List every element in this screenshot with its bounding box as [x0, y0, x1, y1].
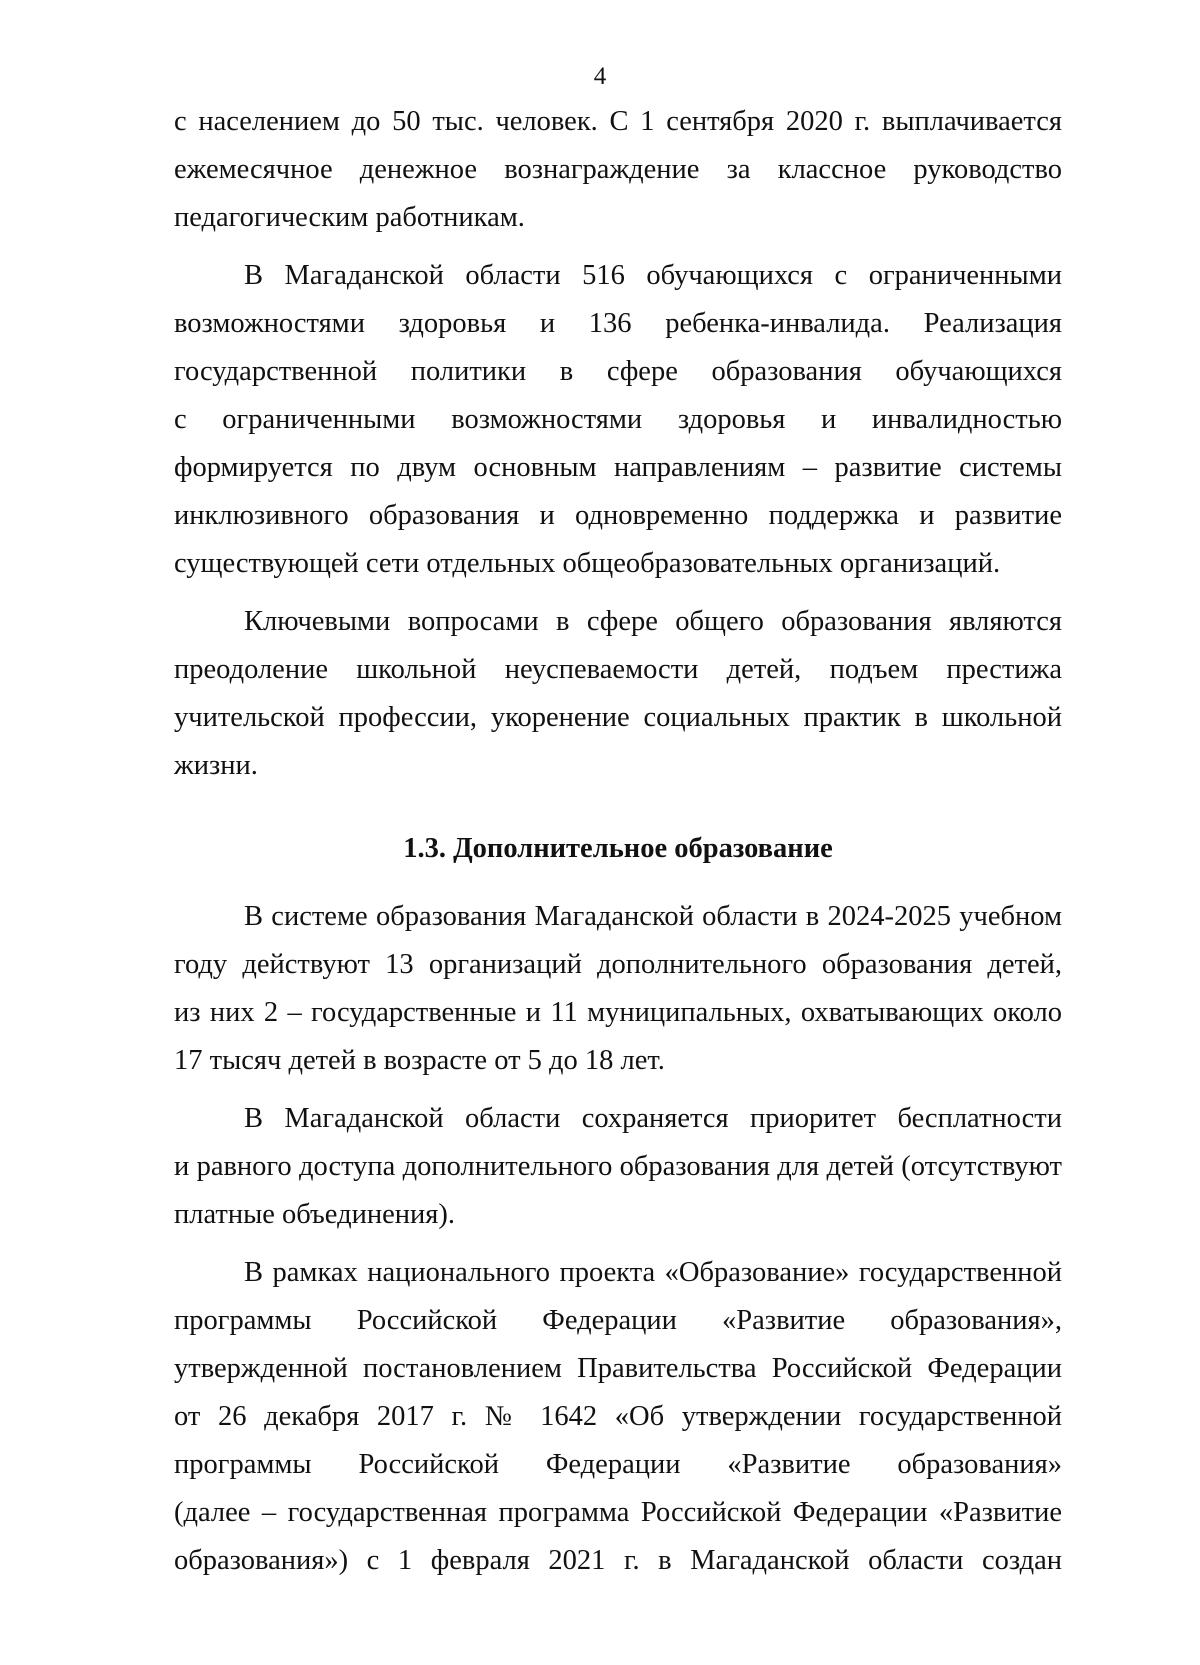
text-line: из них 2 – государственные и 11 муниципальных, охватывающих около [174, 997, 1062, 1028]
text-line: программы Российской Федерации «Развитие образования» [174, 1449, 1062, 1480]
text-line: от 26 декабря 2017 г. № 1642 «Об утверждении государственной [174, 1401, 1062, 1432]
text-line: платные объединения). [174, 1199, 455, 1230]
page-number: 4 [593, 63, 607, 90]
text-line: В Магаданской области сохраняется приоритет бесплатности [244, 1103, 1062, 1134]
paragraph-organizations [174, 893, 1062, 1085]
text-line: году действуют 13 организаций дополнительного образования детей, [174, 949, 1062, 980]
paragraph-free-access [174, 1095, 1062, 1239]
paragraph-key-issues [174, 598, 1062, 790]
text-line: государственной политики в сфере образования обучающихся [174, 356, 1062, 387]
text-line: программы Российской Федерации «Развитие образования», [174, 1305, 1062, 1336]
text-line: инклюзивного образования и одновременно поддержка и развитие [174, 500, 1062, 531]
text-line: В рамках национального проекта «Образование» государственной [244, 1257, 1062, 1288]
text-line: жизни. [174, 750, 258, 781]
text-line: В Магаданской области 516 обучающихся с ограниченными [244, 260, 1062, 291]
document-body [174, 98, 1062, 1585]
text-line: Ключевыми вопросами в сфере общего образования являются [244, 606, 1062, 637]
text-line: 17 тысяч детей в возрасте от 5 до 18 лет. [174, 1045, 665, 1076]
text-line: образования») с 1 февраля 2021 г. в Магаданской области создан [174, 1545, 1062, 1576]
text-line: с населением до 50 тыс. человек. С 1 сентября 2020 г. выплачивается [174, 106, 1062, 137]
text-line: педагогическим работникам. [174, 202, 525, 233]
text-line: формируется по двум основным направлениям – развитие системы [174, 452, 1062, 483]
paragraph-continuation [174, 98, 1062, 242]
text-line: В системе образования Магаданской области в 2024-2025 учебном [244, 901, 1062, 932]
text-line: и равного доступа дополнительного образования для детей (отсутствуют [174, 1151, 1062, 1182]
text-line: с ограниченными возможностями здоровья и инвалидностью [174, 404, 1062, 435]
text-line: утвержденной постановлением Правительства Российской Федерации [174, 1353, 1062, 1384]
text-line: возможностями здоровья и 136 ребенка-инвалида. Реализация [174, 308, 1062, 339]
paragraph-national-project [174, 1249, 1062, 1585]
text-line: существующей сети отдельных общеобразовательных организаций. [174, 548, 1001, 579]
text-line: преодоление школьной неуспеваемости детей, подъем престижа [174, 654, 1062, 685]
section-heading: 1.3. Дополнительное образование [403, 833, 833, 864]
paragraph-inclusive-education [174, 252, 1062, 588]
text-line: учительской профессии, укоренение социальных практик в школьной [174, 702, 1062, 733]
text-line: (далее – государственная программа Российской Федерации «Развитие [174, 1497, 1062, 1528]
text-line: ежемесячное денежное вознаграждение за классное руководство [174, 154, 1062, 185]
